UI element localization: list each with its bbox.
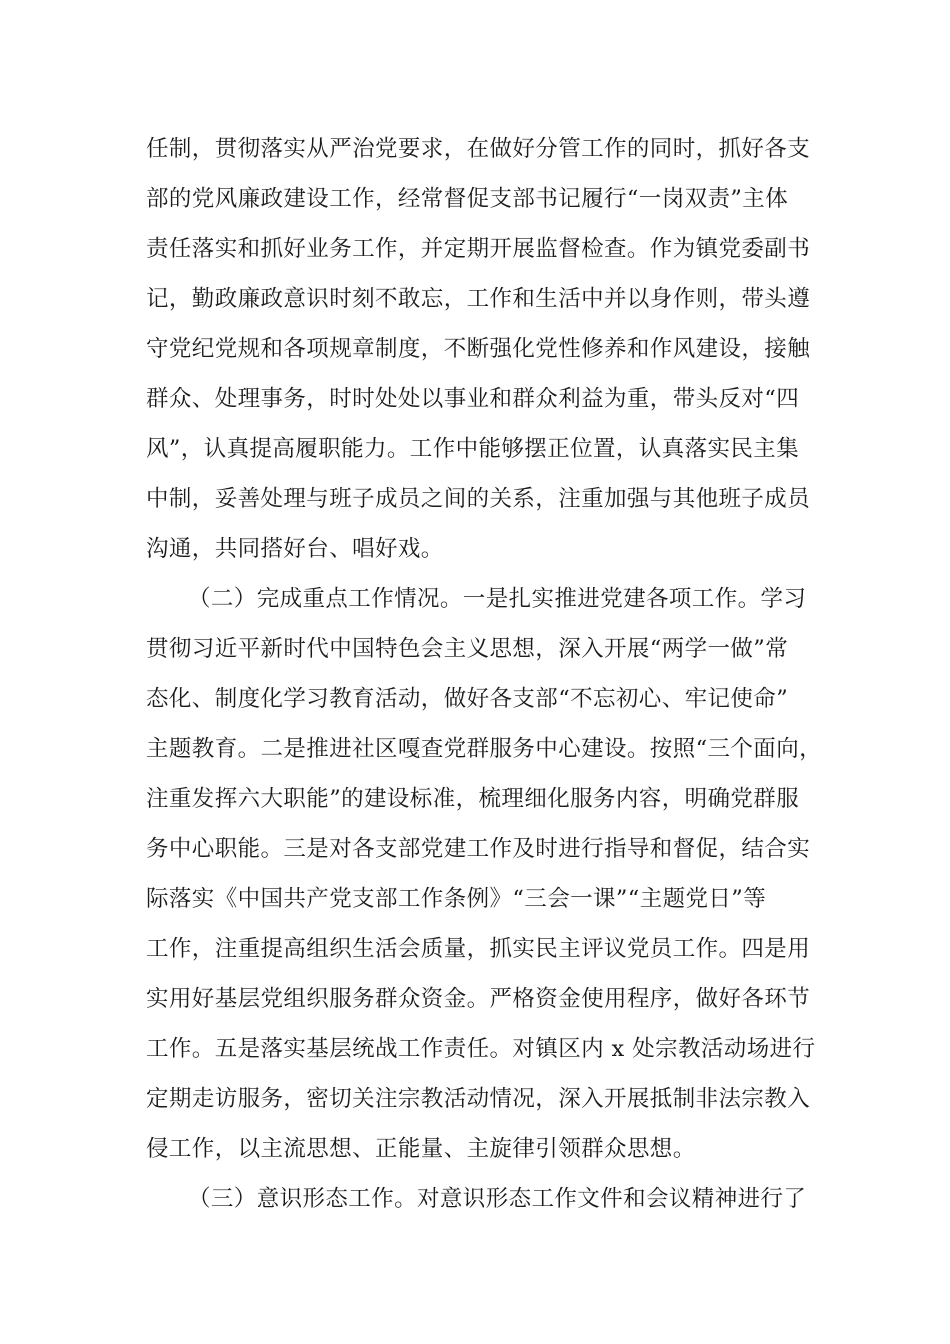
text-line: 群众、处理事务，时时处处以事业和群众利益为重，带头反对“四 (146, 386, 800, 412)
text-line: 注重发挥六大职能”的建设标准，梳理细化服务内容，明确党群服 (146, 786, 800, 812)
text-line: 沟通，共同搭好台、唱好戏。 (146, 536, 444, 562)
text-line: 风”，认真提高履职能力。工作中能够摆正位置，认真落实民主集 (146, 436, 800, 462)
text-line: 责任落实和抓好业务工作，并定期开展监督检查。作为镇党委副书 (146, 236, 811, 262)
text-line: 工作。五是落实基层统战工作责任。对镇区内 x 处宗教活动场进行 (146, 1036, 816, 1062)
text-line: 部的党风廉政建设工作，经常督促支部书记履行“一岗双责”主体 (146, 186, 789, 212)
text-line: 任制，贯彻落实从严治党要求，在做好分管工作的同时，抓好各支 (146, 136, 811, 162)
text-line: 守党纪党规和各项规章制度，不断强化党性修养和作风建设，接触 (146, 336, 811, 362)
text-line: 贯彻习近平新时代中国特色会主义思想，深入开展“两学一做”常 (146, 636, 789, 662)
text-line: 工作，注重提高组织生活会质量，抓实民主评议党员工作。四是用 (146, 936, 811, 962)
section-heading-line: （三）意识形态工作。对意识形态工作文件和会议精神进行了 (188, 1186, 807, 1212)
text-line: 实用好基层党组织服务群众资金。严格资金使用程序，做好各环节 (146, 986, 811, 1012)
text-line: 记，勤政廉政意识时刻不敢忘，工作和生活中并以身作则，带头遵 (146, 286, 811, 312)
text-line: 主题教育。二是推进社区嘎查党群服务中心建设。按照“三个面向， (146, 736, 823, 762)
text-line: 侵工作，以主流思想、正能量、主旋律引领群众思想。 (146, 1136, 696, 1162)
text-line: 际落实《中国共产党支部工作条例》“三会一课”“主题党日”等 (146, 886, 767, 912)
text-line: 中制，妥善处理与班子成员之间的关系，注重加强与其他班子成员 (146, 486, 811, 512)
text-line: 务中心职能。三是对各支部党建工作及时进行指导和督促，结合实 (146, 836, 811, 862)
text-line: 定期走访服务，密切关注宗教活动情况，深入开展抵制非法宗教入 (146, 1086, 811, 1112)
section-heading-line: （二）完成重点工作情况。一是扎实推进党建各项工作。学习 (188, 586, 807, 612)
text-line: 态化、制度化学习教育活动，做好各支部“不忘初心、牢记使命” (146, 686, 789, 712)
